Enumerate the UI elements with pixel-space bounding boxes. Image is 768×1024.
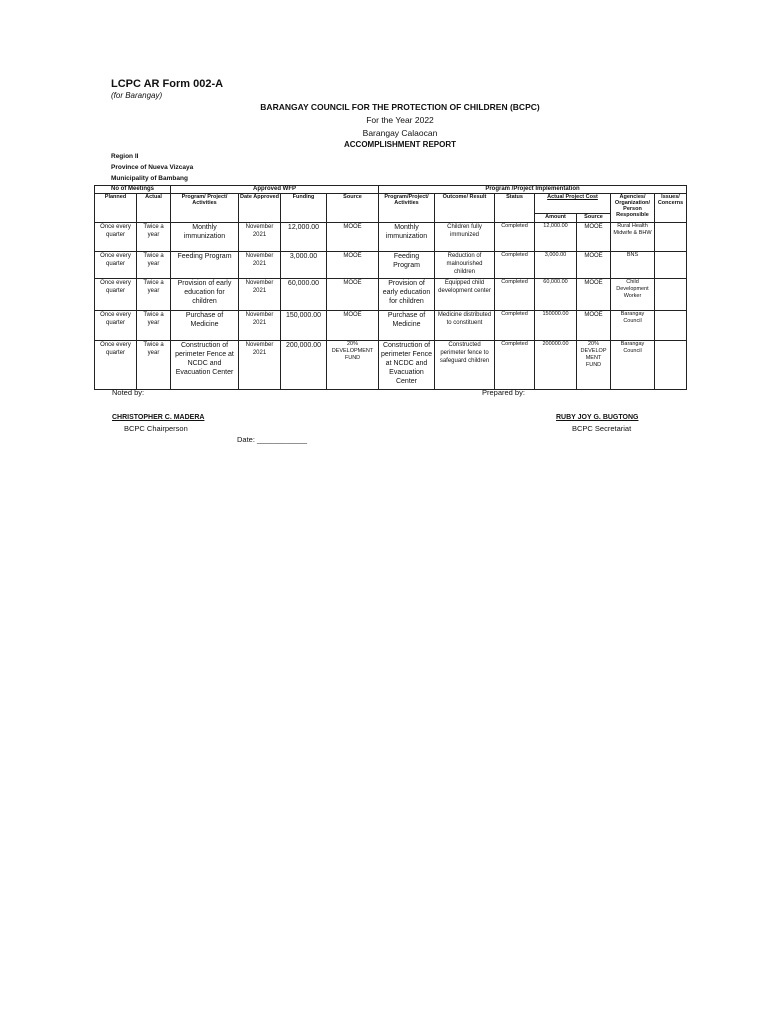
cell-funding: 150,000.00 [281, 311, 327, 341]
cell-outcome: Children fully immunized [435, 223, 495, 252]
cell-date: November 2021 [239, 311, 281, 341]
date-field: Date: ____________ [237, 435, 308, 444]
barangay-name: Barangay Calaocan [362, 128, 438, 138]
cell-funding: 200,000.00 [281, 341, 327, 390]
cell-cost-source: MOOE [577, 223, 611, 252]
cell-issues [655, 279, 687, 311]
cell-date: November 2021 [239, 252, 281, 279]
cell-planned: Once every quarter [95, 341, 137, 390]
table-row [95, 252, 687, 279]
report-title: ACCOMPLISHMENT REPORT [344, 140, 456, 149]
implementation-group-header: Program /Project Implementation [379, 186, 687, 194]
cell-source: MOOE [327, 252, 379, 279]
col-program: Program/ Project/ Activities [171, 194, 239, 223]
cell-cost-source: 20% DEVELOP MENT FUND [577, 341, 611, 390]
col-status: Status [495, 194, 535, 223]
cell-date: November 2021 [239, 279, 281, 311]
cell-issues [655, 223, 687, 252]
secretariat-role: BCPC Secretariat [572, 424, 632, 433]
cell-impl-program: Monthly immunization [379, 223, 435, 252]
province-label: Province of Nueva Vizcaya [111, 164, 194, 171]
col-date-approved: Date Approved [239, 194, 281, 223]
cell-planned: Once every quarter [95, 311, 137, 341]
cell-agencies: BNS [611, 252, 655, 279]
cell-date: November 2021 [239, 223, 281, 252]
table-row [95, 279, 687, 311]
cell-source: MOOE [327, 311, 379, 341]
cell-outcome: Reduction of malnourished children [435, 252, 495, 279]
cell-funding: 3,000.00 [281, 252, 327, 279]
municipality-label: Municipality of Bambang [111, 175, 188, 182]
cell-amount: 12,000.00 [535, 223, 577, 252]
col-agencies: Agencies/ Organization/ Person Responsible [611, 194, 655, 223]
col-outcome: Outcome/ Result [435, 194, 495, 223]
council-title: BARANGAY COUNCIL FOR THE PROTECTION OF CHILDREN (BCPC) [260, 102, 540, 112]
cell-agencies: Barangay Council [611, 341, 655, 390]
cell-planned: Once every quarter [95, 252, 137, 279]
cell-funding: 60,000.00 [281, 279, 327, 311]
cell-cost-source: MOOE [577, 311, 611, 341]
cell-agencies: Barangay Council [611, 311, 655, 341]
col-actual: Actual [137, 194, 171, 223]
table-row [95, 223, 687, 252]
secretariat-name: RUBY JOY G. BUGTONG [556, 414, 639, 421]
cell-cost-source: MOOE [577, 252, 611, 279]
cell-status: Completed [495, 279, 535, 311]
cell-program: Purchase of Medicine [171, 311, 239, 341]
cell-issues [655, 341, 687, 390]
cell-planned: Once every quarter [95, 279, 137, 311]
region-label: Region II [111, 153, 139, 160]
cell-source: MOOE [327, 223, 379, 252]
wfp-group-header: Approved WFP [171, 186, 379, 194]
cell-status: Completed [495, 223, 535, 252]
cell-outcome: Equipped child development center [435, 279, 495, 311]
form-subtitle: (for Barangay) [111, 91, 163, 100]
cell-actual: Twice a year [137, 252, 171, 279]
accomplishment-table [94, 185, 687, 390]
col-planned: Planned [95, 194, 137, 223]
col-cost-source: Source [577, 214, 611, 223]
cell-source: MOOE [327, 279, 379, 311]
cell-date: November 2021 [239, 341, 281, 390]
cell-status: Completed [495, 311, 535, 341]
cell-actual: Twice a year [137, 311, 171, 341]
cell-actual: Twice a year [137, 279, 171, 311]
meetings-group-header: No of Meetings [95, 186, 171, 194]
cell-source: 20% DEVELOPMENT FUND [327, 341, 379, 390]
cell-planned: Once every quarter [95, 223, 137, 252]
cell-cost-source: MOOE [577, 279, 611, 311]
cell-actual: Twice a year [137, 223, 171, 252]
cell-outcome: Medicine distributed to constituent [435, 311, 495, 341]
cell-impl-program: Purchase of Medicine [379, 311, 435, 341]
cell-agencies: Rural Health Midwife & BHW [611, 223, 655, 252]
table-row [95, 341, 687, 390]
form-id: LCPC AR Form 002-A [111, 78, 224, 90]
cell-status: Completed [495, 252, 535, 279]
cell-impl-program: Feeding Program [379, 252, 435, 279]
cell-amount: 150000.00 [535, 311, 577, 341]
actual-cost-group-header: Actual Project Cost [535, 194, 611, 214]
cell-amount: 200000.00 [535, 341, 577, 390]
col-funding: Funding [281, 194, 327, 223]
col-issues: Issues/ Concerns [655, 194, 687, 223]
table-row [95, 311, 687, 341]
cell-impl-program: Provision of early education for children [379, 279, 435, 311]
cell-issues [655, 311, 687, 341]
cell-funding: 12,000.00 [281, 223, 327, 252]
cell-actual: Twice a year [137, 341, 171, 390]
noted-by-label: Noted by: [112, 388, 145, 397]
cell-program: Monthly immunization [171, 223, 239, 252]
cell-program: Construction of perimeter Fence at NCDC and Evacuation Center [171, 341, 239, 390]
cell-program: Feeding Program [171, 252, 239, 279]
col-amount: Amount [535, 214, 577, 223]
report-year: For the Year 2022 [366, 115, 434, 125]
cell-program: Provision of early education for children [171, 279, 239, 311]
col-impl-program: Program/Project/ Activities [379, 194, 435, 223]
chairperson-name: CHRISTOPHER C. MADERA [112, 414, 205, 421]
cell-agencies: Child Development Worker [611, 279, 655, 311]
cell-amount: 3,000.00 [535, 252, 577, 279]
cell-amount: 60,000.00 [535, 279, 577, 311]
cell-impl-program: Construction of perimeter Fence at NCDC and Evacuation Center [379, 341, 435, 390]
cell-issues [655, 252, 687, 279]
chairperson-role: BCPC Chairperson [124, 424, 188, 433]
col-source: Source [327, 194, 379, 223]
cell-status: Completed [495, 341, 535, 390]
cell-outcome: Constructed perimeter fence to safeguard children [435, 341, 495, 390]
prepared-by-label: Prepared by: [482, 388, 525, 397]
